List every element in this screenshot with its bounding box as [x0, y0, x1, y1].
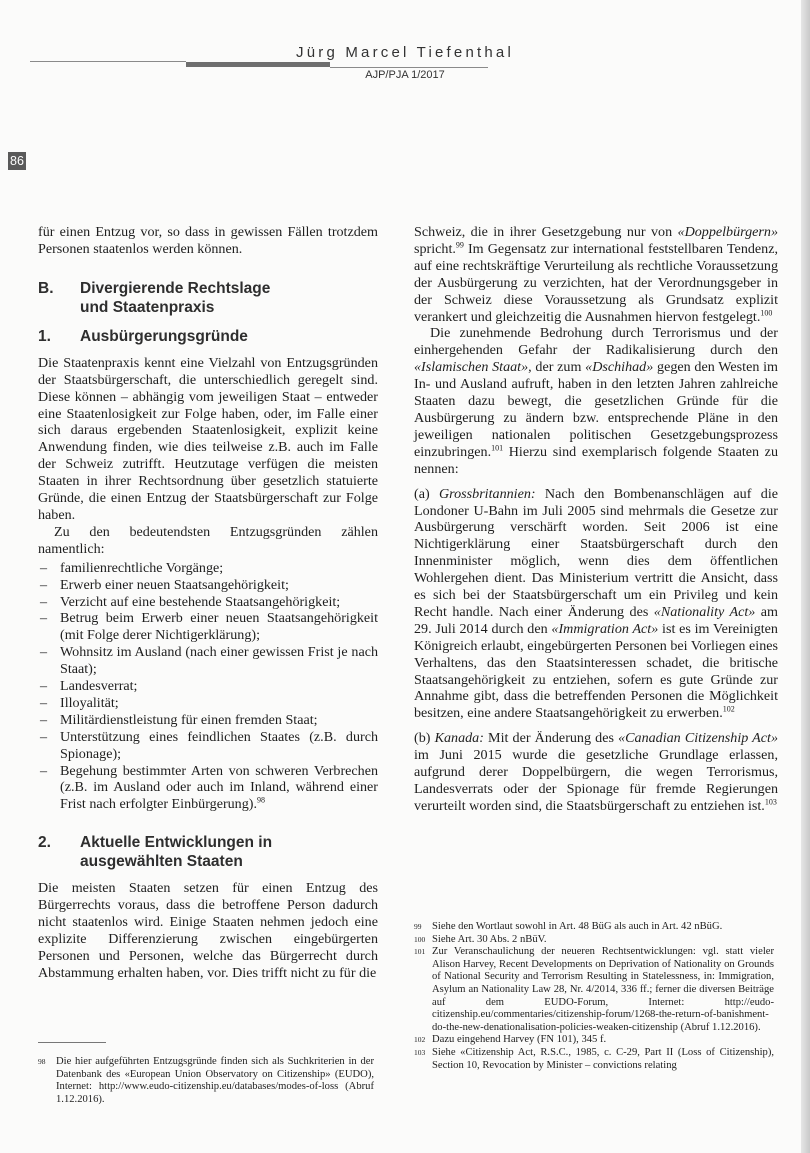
- section-title: Aktuelle Entwicklungen in ausgewählten Staaten: [80, 834, 273, 871]
- footnote: [414, 1034, 774, 1047]
- text: (a): [414, 485, 439, 502]
- country-paragraph-uk: [414, 486, 778, 723]
- italic-text: «Canadian Citizenship Act»: [618, 730, 778, 747]
- list-item: [38, 763, 378, 814]
- list-item-text: familienrechtliche Vorgänge;: [60, 559, 224, 576]
- list-item: [38, 577, 378, 594]
- footnote-ref[interactable]: 100: [760, 307, 773, 317]
- italic-text: Kanada:: [434, 730, 484, 747]
- paragraph: Die Staatenpraxis kennt eine Vielzahl von Entzugsgründen der Staatsbürgerschaft, die unterschiedlich geregelt sind. Diese können – abhängig vom jeweiligen Staat – entweder eine Staatenlosigkeit zur Folge haben, oder, im Falle einer sich daraus ergebenden Staatenlosigkeit, explizit keine Anwendung finden, wie dies teilweise z.B. auch im Falle der Schweiz zutrifft. Heutzutage verfügen die meisten Staaten in ihrer Rechtsordnung über gesetzlich statuierte Gründe, die einen Entzug der Staatsbürgerschaft zur Folge haben.: [38, 354, 378, 523]
- paragraph: [414, 325, 778, 477]
- text: Die zunehmende Bedrohung durch Terrorismus und der einhergehenden Gefahr der Radikalisierung durch den: [414, 325, 778, 359]
- section-title: Divergierende Rechtslage und Staatenpraxis: [80, 279, 271, 316]
- section-title: Ausbürgerungsgründe: [80, 327, 248, 345]
- footnote-text: Zur Veranschaulichung der neueren Rechtsentwicklungen: vgl. statt vieler Alison Harvey, Recent Developments on Deprivation of Nationality on Grounds of National Security and Terrorism Resulting in Statelessness, in: Immigration, Asylum an Nationality Law 28, Nr. 4/2014, 336 ff.; ferner die diversen Beiträge auf dem EUDO-Forum, Internet: http://eudo-citizenship.eu/commentaries/citizenship-forum/1268-the-return-of-banishment-do-the-new-denationalisation-policies-weaken-citizenship (Abruf 1.12.2016).: [432, 946, 774, 1033]
- reasons-list: [38, 560, 378, 814]
- text: Schweiz, die in ihrer Gesetzgebung nur von: [414, 224, 678, 240]
- text: Im Gegensatz zur international feststellbaren Tendenz, auf eine rechtskräftige Verurteilung als rechtliche Voraussetzung der Ausbürgerung zu verzichten, hat der Verordnungsgeber in der Schweiz diese Voraussetzung als Grundsatz explizit verankert und gleichzeitig die Ausnahmen hiervon festgelegt.: [414, 240, 778, 325]
- footnote-ref[interactable]: 101: [491, 443, 504, 453]
- footnote-number: 99: [414, 922, 422, 931]
- footnote-number: 100: [414, 934, 426, 944]
- section-number: 2.: [38, 834, 51, 852]
- footnote-number: 103: [414, 1047, 426, 1057]
- list-item: [38, 712, 378, 729]
- running-header-journal: AJP/PJA 1/2017: [365, 69, 445, 81]
- intro-paragraph: für einen Entzug vor, so dass in gewissen Fällen trotzdem Personen staatenlos werden können.: [38, 224, 378, 257]
- text: ist es im Vereinigten Königreich erlaubt, eingebürgerten Personen bei Vorliegen eines Verhaltens, das den Staatsinteressen schadet, die britische Staatsangehörigkeit zu entziehen, sofern es gute Gründe zur Annahme gibt, dass die betreffenden Personen die Möglichkeit besitzen, eine andere Staatsangehörigkeit zu erwerben.: [414, 620, 778, 722]
- text: Nach den Bombenanschlägen auf die Londoner U-Bahn im Juli 2005 sind mehrmals die Gesetze zur Ausbürgerung verschärft worden. Seit 2006 ist eine Nichtigerklärung einer Staatsbürgerschaft durch den Innenminister möglich, wenn dies dem öffentlichen Wohlergehen dient. Das Ministerium vertritt die Ansicht, dass es sich bei der Staatsbürgerschaft um ein Privileg und kein Recht handle. Nach einer Änderung des: [414, 485, 778, 620]
- header-rule-right: [330, 67, 488, 68]
- list-item-text: Landesverrat;: [60, 678, 138, 695]
- list-item: [38, 594, 378, 611]
- footnote-text: Siehe «Citizenship Act, R.S.C., 1985, c. C-29, Part II (Loss of Citizenship), Section 10, Revocation by Minister – convictions relating: [432, 1046, 774, 1071]
- list-item-text: Illoyalität;: [60, 694, 119, 711]
- country-paragraph-canada: [414, 730, 778, 815]
- footnote-text: Siehe Art. 30 Abs. 2 nBüV.: [432, 933, 547, 945]
- italic-text: «Islamischen Staat»: [414, 359, 529, 376]
- list-item-text: Betrug beim Erwerb einer neuen Staatsangehörigkeit (mit Folge derer Nichtigerklärung);: [60, 610, 378, 644]
- list-item-text: Wohnsitz im Ausland (nach einer gewissen Frist je nach Staat);: [60, 644, 378, 678]
- italic-text: «Immigration Act»: [551, 620, 659, 637]
- section-number: B.: [38, 279, 54, 297]
- footnote: [414, 921, 774, 934]
- footnotes-right: [414, 921, 774, 1072]
- paragraph: Zu den bedeutendsten Entzugsgründen zählen namentlich:: [38, 523, 378, 557]
- text: am 29. Juli 2014 durch den: [414, 603, 778, 637]
- right-column: [414, 224, 778, 815]
- footnote: [414, 1047, 774, 1072]
- footnote: [414, 934, 774, 947]
- footnote-rule: [38, 1042, 106, 1043]
- list-item: [38, 695, 378, 712]
- list-item-text: Militärdienstleistung für einen fremden Staat;: [60, 711, 318, 728]
- left-column: [38, 224, 378, 982]
- footnote-text: Die hier aufgeführten Entzugsgründe finden sich als Suchkriterien in der Datenbank des «European Union Observatory on Citizenship» (EUDO), Internet: http://www.eudo-citizenship.eu/databases/modes-of-loss (Abruf 1.12.2016).: [56, 1056, 374, 1105]
- italic-text: «Doppelbürgern»: [677, 224, 778, 240]
- footnote-number: 101: [414, 947, 426, 957]
- header-rule-bar: [186, 62, 330, 67]
- footnote-number: 102: [414, 1035, 426, 1045]
- italic-text: Grossbritannien:: [439, 485, 536, 502]
- italic-text: «Dschihad»: [585, 359, 654, 376]
- text: Mit der Änderung des: [483, 730, 619, 747]
- page-number: 86: [8, 152, 26, 170]
- list-item-text: Verzicht auf eine bestehende Staatsangehörigkeit;: [60, 593, 341, 610]
- header-rule-left: [30, 61, 186, 62]
- list-item: [38, 729, 378, 763]
- footnote-text: Siehe den Wortlaut sowohl in Art. 48 BüG als auch in Art. 42 nBüG.: [432, 921, 723, 932]
- paragraph: Die meisten Staaten setzen für einen Entzug des Bürgerrechts voraus, dass die betroffene Person dadurch nicht staatenlos wird. Einige Staaten nehmen jedoch eine explizite Differenzierung zwischen eingebürgerten Personen und Personen, welche das Bürgerrecht durch Abstammung erhalten haben, vor. Dies trifft nicht zu für die: [38, 880, 378, 981]
- text: spricht.: [414, 240, 456, 257]
- list-item: [38, 610, 378, 644]
- text: Hierzu sind exemplarisch folgende Staaten zu nennen:: [414, 443, 778, 477]
- section-b-heading: [38, 279, 378, 317]
- footnote-ref[interactable]: 98: [257, 795, 265, 805]
- text: gegen den Westen im In- und Ausland aufruft, haben in den letzten Jahren zahlreiche Staaten dazu bewegt, die gesetzlichen Gründe für die Ausbürgerung zu ändern bzw. entsprechende Pläne in den jeweiligen nationalen politischen Gesetzgebungsprozess einzubringen.: [414, 359, 778, 460]
- footnote-ref[interactable]: 99: [455, 240, 464, 250]
- list-item-text: Begehung bestimmter Arten von schweren Verbrechen (z.B. im Ausland oder auch im Inland, während einer Frist nach erfolgter Einbürgerung).: [60, 762, 378, 813]
- footnote: [38, 1056, 374, 1106]
- footnote-ref[interactable]: 103: [764, 797, 777, 807]
- footnotes-left: [38, 1056, 374, 1106]
- footnote: [414, 946, 774, 1034]
- list-item: [38, 644, 378, 678]
- section-2-heading: [38, 833, 378, 871]
- footnote-number: 98: [38, 1057, 46, 1066]
- text: (b): [414, 730, 435, 747]
- running-header-author: Jürg Marcel Tiefenthal: [296, 44, 514, 61]
- scan-page-edge: [801, 0, 810, 1153]
- text: im Juni 2015 wurde die gesetzliche Grundlage erlassen, aufgrund derer Doppelbürgern, die wegen Terrorismus, Landesverrats oder der Spionage für fremde Regierungen verurteilt worden sind, die Staatsbürgerschaft zu entziehen ist.: [414, 747, 778, 814]
- footnote-ref[interactable]: 102: [722, 704, 735, 714]
- footnote-text: Dazu eingehend Harvey (FN 101), 345 f.: [432, 1034, 607, 1046]
- section-1-heading: [38, 327, 378, 346]
- list-item: [38, 678, 378, 695]
- text: , der zum: [528, 359, 586, 376]
- list-item-text: Erwerb einer neuen Staatsangehörigkeit;: [60, 576, 289, 593]
- paragraph: [414, 224, 778, 325]
- italic-text: «Nationality Act»: [653, 603, 756, 620]
- list-item: [38, 560, 378, 577]
- section-number: 1.: [38, 327, 51, 345]
- list-item-text: Unterstützung eines feindlichen Staates (z.B. durch Spionage);: [60, 728, 378, 762]
